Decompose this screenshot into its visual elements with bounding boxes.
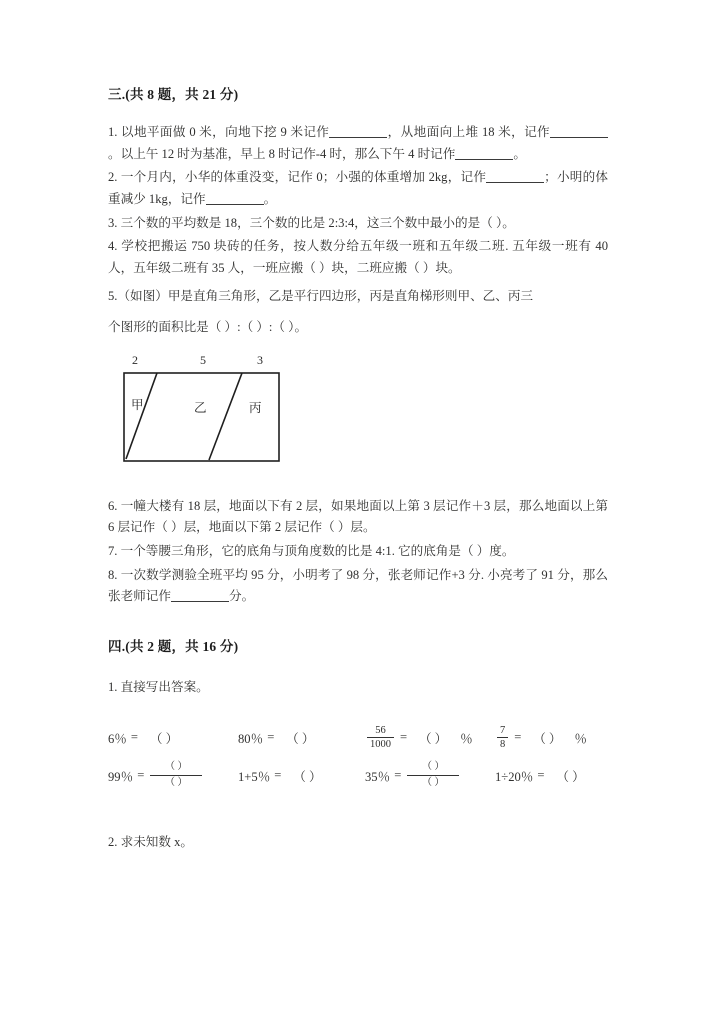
percent-lhs: 1+5％ [238,770,271,785]
percent-item [365,762,495,789]
percent-item [238,766,365,785]
answer-blank[interactable] [455,147,513,160]
percent-item [108,762,238,789]
figure-top-number-3: 3 [257,352,263,367]
percent-item [495,725,608,751]
question-3-2-part2: ；小明的体重减少 1kg，记作 [108,170,609,206]
question-3-5-line1: 5.（如图）甲是直角三角形，乙是平行四边形，丙是直角梯形则甲、乙、丙三 [108,289,534,304]
figure-top-number-1: 2 [132,352,138,367]
question-3-1-part1: 1. 以地平面做 0 米，向地下挖 9 米记作 [108,124,330,139]
percent-item [108,728,238,747]
answer-parenthesis[interactable]: （ ） [293,770,322,785]
question-3-8-part1: 8. 一次数学测验全班平均 95 分，小明考了 98 分，张老师记作+3 分. 小亮考了 91 分，那么张老师记作 [108,567,608,604]
figure-region-label-yi: 乙 [194,400,207,415]
percent-item [365,725,495,751]
answer-parenthesis[interactable]: （ ） [149,732,179,747]
answer-parenthesis[interactable]: （ ） [556,770,585,785]
question-3-5-line2: 个图形的面积比是（ ）:（ ）:（ ）。 [108,320,308,335]
percent-sign: ％ [574,732,587,747]
equals-sign: = [267,730,275,745]
question-3-2-part1: 2. 一个月内，小华的体重没变，记作 0；小强的体重增加 2kg，记作 [108,170,487,185]
answer-blank[interactable] [486,170,544,183]
percent-item [238,728,365,747]
question-3-2-part3: 。 [263,191,277,206]
fraction-numerator[interactable]: （ ） [422,761,445,773]
fraction-numerator: 56 [375,724,386,736]
percent-sign: ％ [460,732,473,747]
question-3-7: 7. 一个等腰三角形，它的底角与顶角度数的比是 4:1. 它的底角是（ ）度。 [108,544,515,559]
fraction-7-8 [497,725,508,751]
question-4-1-prompt: 1. 直接写出答案。 [108,679,209,694]
percent-item [495,766,608,785]
equals-sign: = [130,730,138,745]
geometry-figure [114,353,314,478]
percent-lhs: 35％ [365,770,391,785]
answer-blank[interactable] [329,125,387,138]
percent-exercise-row [108,757,608,795]
question-3-6: 6. 一幢大楼有 18 层，地面以下有 2 层，如果地面以上第 3 层记作＋3 层，那么地面以上第 6 层记作（ ）层，地面以下第 2 层记作（ ）层。 [108,498,608,535]
percent-lhs: 1÷20％ [495,770,534,785]
question-3-8-part2: 分。 [228,589,255,604]
question-3-1 [108,122,608,165]
percent-lhs: 80％ [238,732,264,747]
answer-blank[interactable] [206,192,264,205]
answer-fraction[interactable] [150,762,202,789]
equals-sign: = [514,730,522,745]
question-3-1-part2: ，从地面向上堆 18 米，记作 [387,124,551,139]
fraction-denominator[interactable]: （ ） [150,775,202,789]
section-three-heading: 三.(共 8 题，共 21 分) [108,87,239,102]
question-3-1-part3: 。以上午 12 时为基准，早上 8 时记作-4 时，那么下午 4 时记作 [108,146,456,161]
equals-sign: = [274,768,282,783]
answer-parenthesis[interactable]: （ ） [533,732,562,747]
fraction-denominator: 8 [497,737,508,750]
answer-blank[interactable] [171,589,229,602]
answer-blank[interactable] [550,125,608,138]
section-four-heading: 四.(共 2 题，共 16 分) [108,639,239,655]
equals-sign: = [537,768,545,783]
equals-sign: = [137,768,145,783]
equals-sign: = [400,730,408,745]
percent-exercise-block [108,719,608,795]
answer-fraction[interactable] [407,762,459,789]
worksheet-content [108,86,608,862]
percent-lhs: 99％ [108,770,134,785]
fraction-numerator[interactable]: （ ） [165,761,188,773]
figure-top-number-2: 5 [200,352,206,367]
figure-svg [114,353,314,478]
fraction-denominator[interactable]: （ ） [407,775,459,789]
fraction-denominator: 1000 [367,737,394,750]
question-3-3: 3. 三个数的平均数是 18，三个数的比是 2:3:4，这三个数中最小的是（ ）。 [108,215,515,230]
fraction-56-1000 [367,725,394,751]
figure-region-label-jia: 甲 [131,397,144,412]
question-4-2-prompt: 2. 求未知数 x。 [108,834,194,849]
question-3-2 [108,167,608,210]
fraction-numerator: 7 [500,724,506,736]
percent-exercise-row [108,719,608,757]
figure-region-label-bing: 丙 [249,400,262,415]
equals-sign: = [394,768,402,783]
question-3-1-part4: 。 [513,146,526,161]
percent-lhs: 6％ [108,732,127,747]
answer-parenthesis[interactable]: （ ） [418,732,448,747]
question-3-8 [108,565,608,608]
answer-parenthesis[interactable]: （ ） [286,732,315,747]
question-3-4: 4. 学校把搬运 750 块砖的任务，按人数分给五年级一班和五年级二班. 五年级一班有 40 人，五年级二班有 35 人，一班应搬（ ）块，二班应搬（ ）块。 [108,239,608,275]
